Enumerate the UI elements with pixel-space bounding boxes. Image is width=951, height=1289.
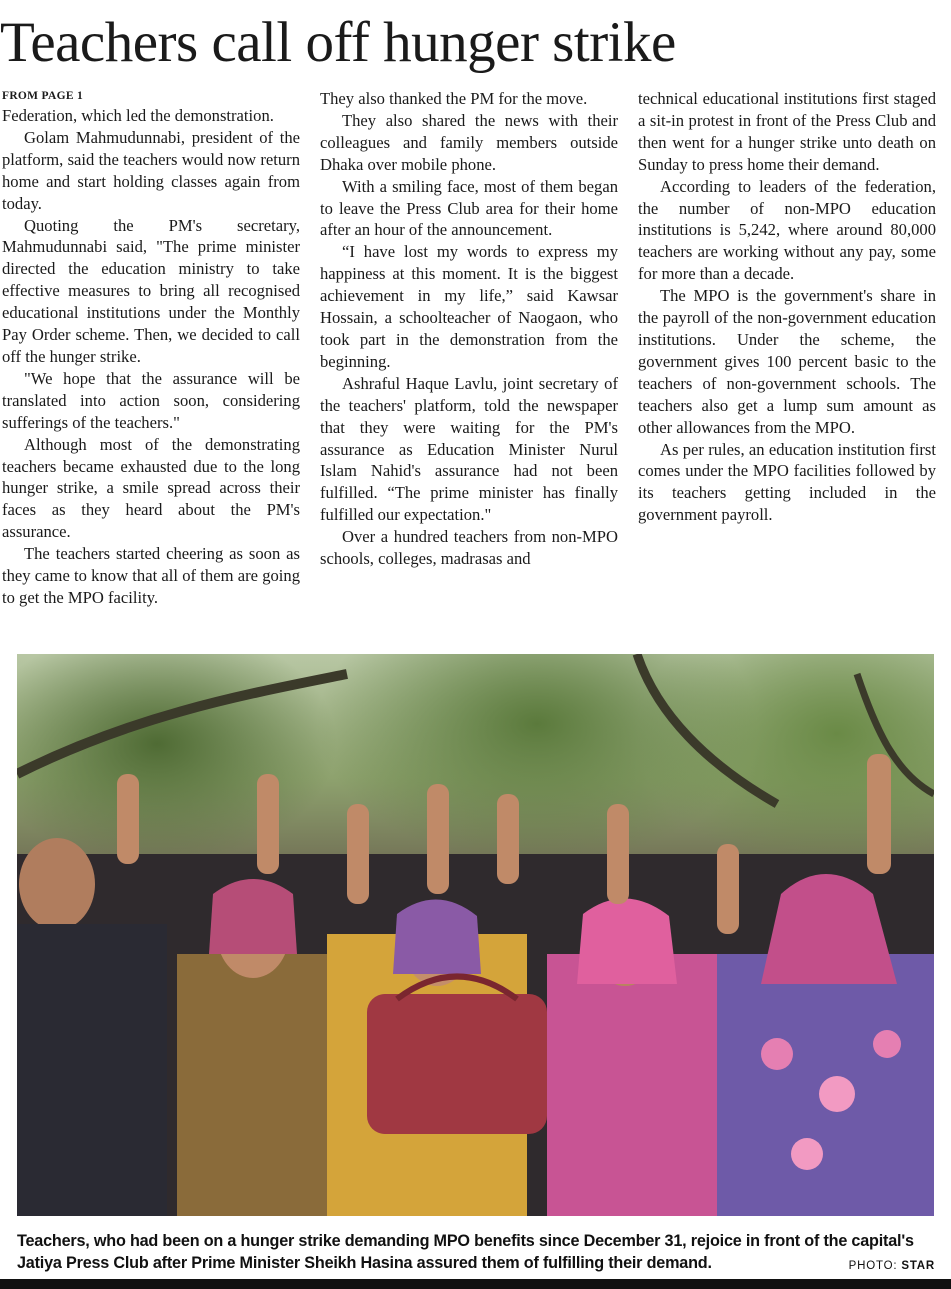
crowd-illustration — [17, 654, 934, 1216]
paragraph: "We hope that the assurance will be translated into action soon, considering sufferings of the teachers." — [2, 368, 300, 432]
from-page-label: FROM PAGE 1 — [2, 90, 84, 102]
paragraph: Although most of the demonstrating teachers became exhausted due to the long hunger strike, a smile spread across their faces as they heard about the PM's assurance. — [2, 434, 300, 542]
article-column-3 — [638, 88, 936, 526]
paragraph: They also thanked the PM for the move. — [320, 89, 588, 108]
credit-label: PHOTO: — [848, 1260, 898, 1272]
photo-credit — [849, 1260, 935, 1272]
paragraph: Ashraful Haque Lavlu, joint secretary of the teachers' platform, told the newspaper that they were waiting for the PM's assurance as Education Minister Nurul Islam Nahid's assurance had not been fulfilled. “The prime minister has finally fulfilled our expectation." — [320, 373, 618, 525]
news-photo — [17, 654, 934, 1216]
article-column-1 — [2, 88, 300, 609]
paragraph: They also shared the news with their colleagues and family members outside Dhaka over mobile phone. — [320, 110, 618, 174]
paragraph: The teachers started cheering as soon as they came to know that all of them are going to get the MPO facility. — [2, 544, 300, 607]
credit-source: STAR — [901, 1260, 935, 1272]
paragraph: According to leaders of the federation, the number of non-MPO education institutions is 5,242, where around 80,000 teachers are working without any pay, some for more than a decade. — [638, 176, 936, 284]
paragraph: Quoting the PM's secretary, Mahmudunnabi said, "The prime minister directed the education ministry to take effective measures to bring all recognised educational institutions under the Monthly Pay Order scheme. Then, we decided to call off the hunger strike. — [2, 215, 300, 366]
page-bottom-rule — [0, 1279, 951, 1289]
paragraph: technical educational institutions first staged a sit-in protest in front of the Press Club and then went for a hunger strike unto death on Sunday to press home their demand. — [638, 89, 936, 174]
photo-caption: Teachers, who had been on a hunger strike demanding MPO benefits since December 31, rejoice in front of the capital's Jatiya Press Club after Prime Minister Sheikh Hasina assured them of fulfilling their demand. — [17, 1232, 914, 1272]
headline: Teachers call off hunger strike — [0, 11, 676, 74]
paragraph: Federation, which led the demonstration. — [2, 106, 274, 125]
paragraph: With a smiling face, most of them began to leave the Press Club area for their home after an hour of the announcement. — [320, 176, 618, 240]
article-column-2 — [320, 88, 618, 570]
paragraph: “I have lost my words to express my happiness at this moment. It is the biggest achievement in my life,” said Kawsar Hossain, a schoolteacher of Naogaon, who took part in the demonstration from the beginning. — [320, 242, 618, 371]
paragraph: As per rules, an education institution first comes under the MPO facilities followed by its teachers getting included in the government payroll. — [638, 439, 936, 525]
paragraph: Golam Mahmudunnabi, president of the platform, said the teachers would now return home and start holding classes again from today. — [2, 127, 300, 213]
paragraph: The MPO is the government's share in the payroll of the non-government education institutions. Under the scheme, the government gives 100 percent basic to the teachers of non-government schools. The teachers also get a lump sum amount as other allowances from the MPO. — [638, 286, 936, 437]
paragraph: Over a hundred teachers from non-MPO schools, colleges, madrasas and — [320, 527, 618, 569]
